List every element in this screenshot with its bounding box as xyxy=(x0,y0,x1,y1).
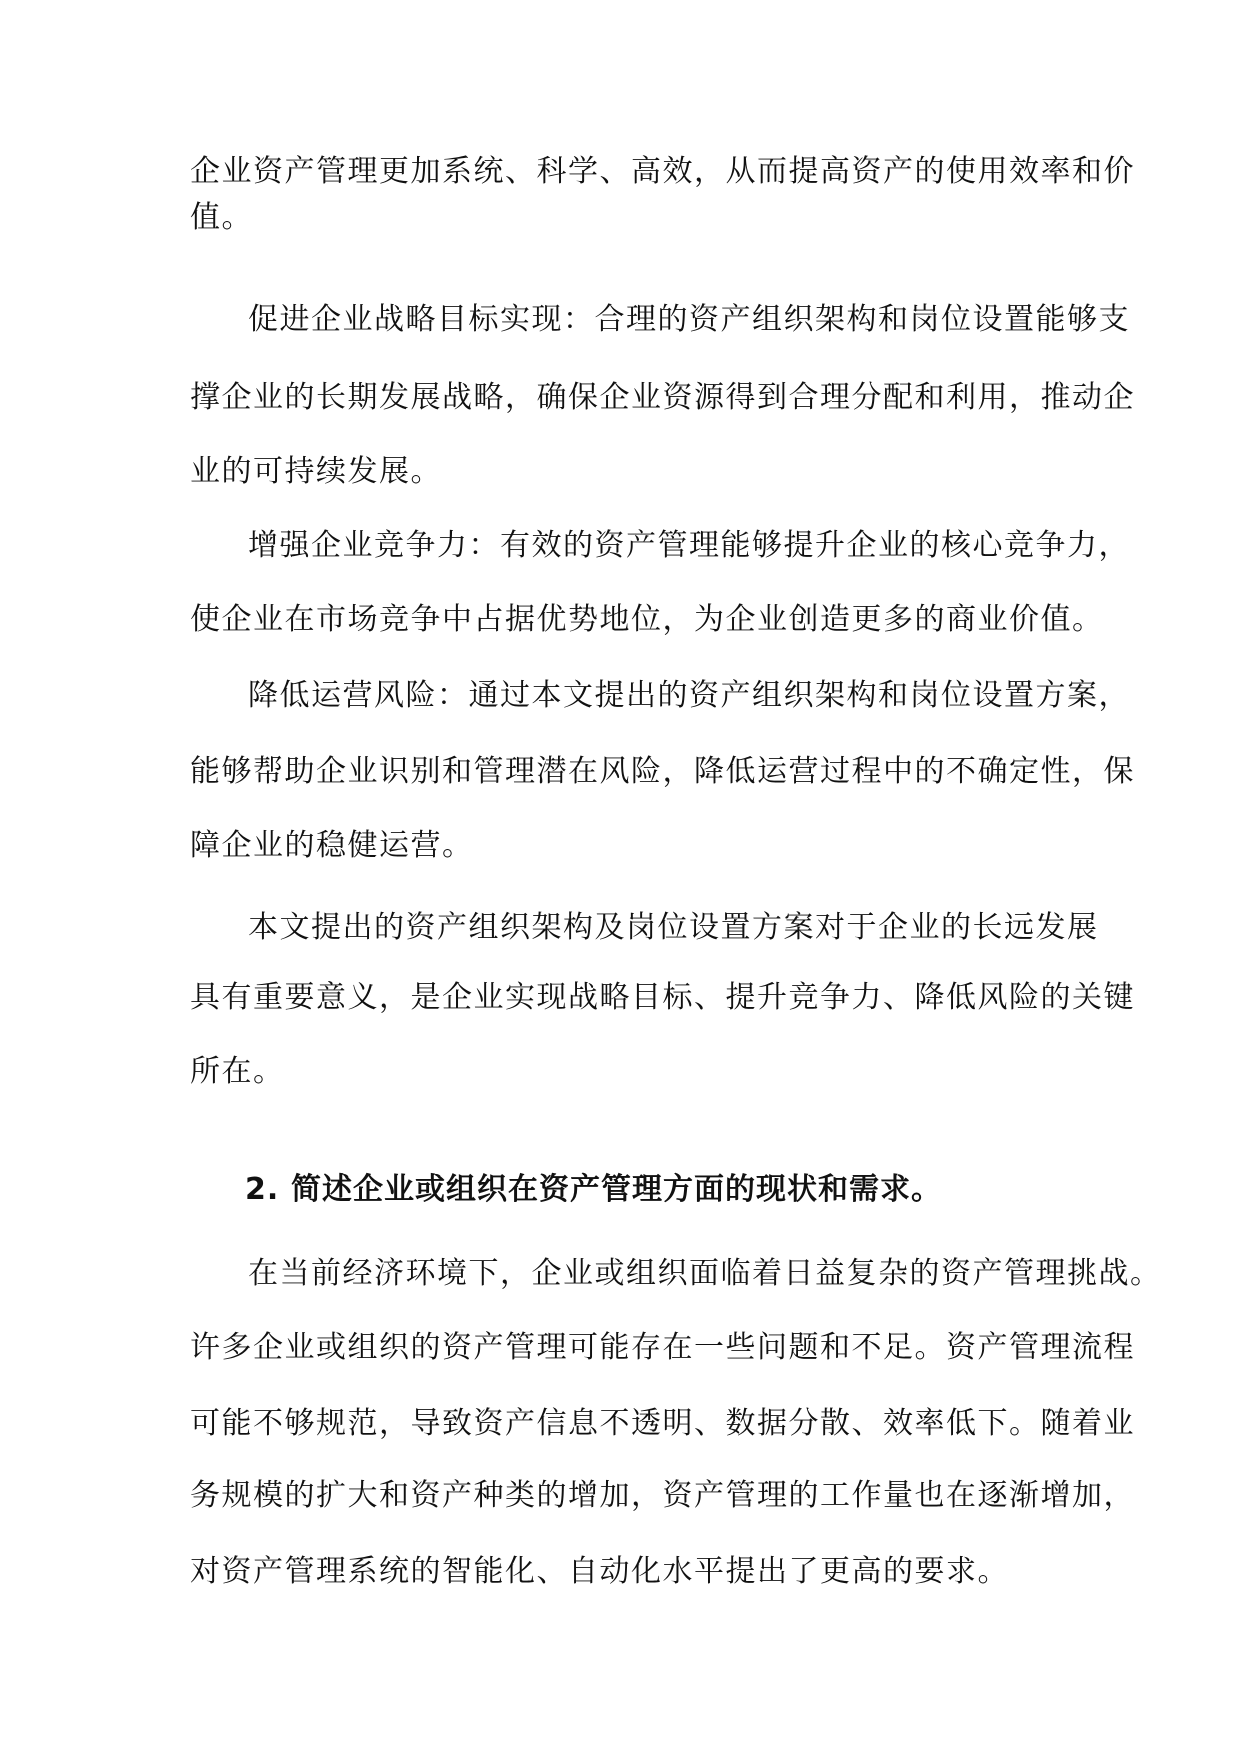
paragraph-line: 可能不够规范，导致资产信息不透明、数据分散、效率低下。随着业 xyxy=(190,1406,1135,1441)
paragraph-line: 值。 xyxy=(190,200,253,235)
section-heading xyxy=(245,1170,942,1210)
paragraph-line: 在当前经济环境下，企业或组织面临着日益复杂的资产管理挑战。 xyxy=(248,1256,1162,1291)
paragraph-line: 撑企业的长期发展战略，确保企业资源得到合理分配和利用，推动企 xyxy=(190,380,1135,415)
paragraph-line: 对资产管理系统的智能化、自动化水平提出了更高的要求。 xyxy=(190,1554,1009,1589)
paragraph-line: 使企业在市场竞争中占据优势地位，为企业创造更多的商业价值。 xyxy=(190,602,1104,637)
paragraph-line: 降低运营风险：通过本文提出的资产组织架构和岗位设置方案， xyxy=(248,678,1130,713)
paragraph-line: 增强企业竞争力：有效的资产管理能够提升企业的核心竞争力， xyxy=(248,528,1130,563)
paragraph-line: 障企业的稳健运营。 xyxy=(190,828,474,863)
paragraph-line: 促进企业战略目标实现：合理的资产组织架构和岗位设置能够支 xyxy=(248,302,1130,337)
paragraph-line: 所在。 xyxy=(190,1054,285,1089)
paragraph-line: 本文提出的资产组织架构及岗位设置方案对于企业的长远发展 xyxy=(248,910,1099,945)
paragraph-line: 许多企业或组织的资产管理可能存在一些问题和不足。资产管理流程 xyxy=(190,1330,1135,1365)
paragraph-line: 业的可持续发展。 xyxy=(190,454,442,489)
section-title: 简述企业或组织在资产管理方面的现状和需求。 xyxy=(291,1172,942,1207)
paragraph-line: 能够帮助企业识别和管理潜在风险，降低运营过程中的不确定性，保 xyxy=(190,754,1135,789)
paragraph-line: 企业资产管理更加系统、科学、高效，从而提高资产的使用效率和价 xyxy=(190,154,1135,189)
paragraph-line: 具有重要意义，是企业实现战略目标、提升竞争力、降低风险的关键 xyxy=(190,980,1135,1015)
paragraph-line: 务规模的扩大和资产种类的增加，资产管理的工作量也在逐渐增加， xyxy=(190,1478,1135,1513)
section-number: 2. xyxy=(245,1172,280,1207)
